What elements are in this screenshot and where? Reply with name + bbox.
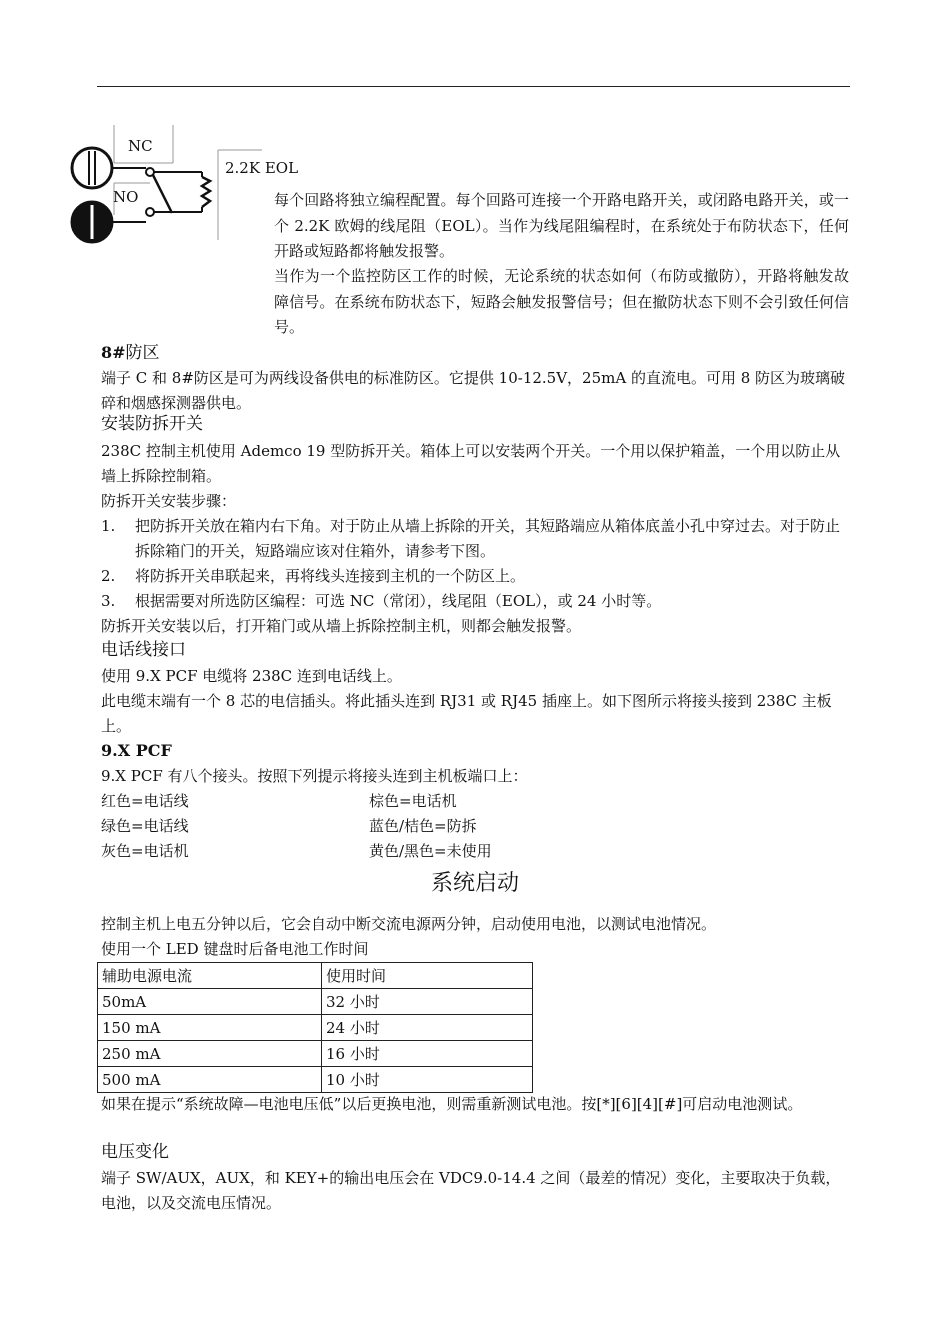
pcf-row [101,814,849,839]
loop-paragraph-2: 当作为一个监控防区工作的时候，无论系统的状态如何（布防或撤防），开路将触发故障信号。在系统布防状态下，短路会触发报警信号；但在撤防状态下则不会引致任何信号。 [274,267,849,336]
list-item [101,589,849,614]
pcf-left: 灰色=电话机 [101,842,189,860]
list-item [101,564,849,589]
list-item-text: 根据需要对所选防区编程：可选 NC（常闭），线尾阻（EOL），或 24 小时等。 [135,592,662,610]
table-cell: 250 mA [98,1041,322,1067]
phone-heading: 电话线接口 [101,640,186,660]
table-row [98,1041,533,1067]
table-cell: 10 小时 [322,1067,533,1093]
table-caption: 使用一个 LED 键盘时后备电池工作时间 [101,940,369,958]
eol-label: 2.2K EOL [225,159,299,177]
zone8-heading-bold: 8# [101,343,126,362]
pcf-row [101,789,849,814]
battery-note: 如果在提示“系统故障—电池电压低”以后更换电池，则需重新测试电池。按[*][6][4][#]可启动电池测试。 [101,1095,803,1113]
phone-text-2: 此电缆末端有一个 8 芯的电信插头。将此插头连到 RJ31 或 RJ45 插座上。如下图所示将接头接到 238C 主板上。 [101,692,832,735]
list-item-number: 3. [101,592,116,610]
pcf-row [101,839,849,864]
list-item-number: 1. [101,517,116,535]
zone8-heading [101,340,849,366]
table-header-row [98,963,533,989]
table-cell: 24 小时 [322,1015,533,1041]
voltage-heading: 电压变化 [101,1142,169,1162]
voltage-text: 端子 SW/AUX，AUX，和 KEY+的输出电压会在 VDC9.0-14.4 之间（最差的情况）变化，主要取决于负载，电池，以及交流电压情况。 [101,1169,841,1212]
header-rule [97,86,850,87]
pcf-intro: 9.X PCF 有八个接头。按照下列提示将接头连到主机板端口上： [101,767,528,785]
table-row [98,1015,533,1041]
pcf-left: 绿色=电话线 [101,817,189,835]
pcf-right: 棕色=电话机 [369,792,457,810]
table-header-cell: 使用时间 [322,963,533,989]
list-item-text: 将防拆开关串联起来，再将线头连接到主机的一个防区上。 [135,567,526,585]
table-cell: 500 mA [98,1067,322,1093]
table-cell: 50mA [98,989,322,1015]
startup-text: 控制主机上电五分钟以后，它会自动中断交流电源两分钟，启动使用电池，以测试电池情况。 [101,915,717,933]
list-item-text: 把防拆开关放在箱内右下角。对于防止从墙上拆除的开关，其短路端应从箱体底盖小孔中穿过去。对于防止拆除箱门的开关，短路端应该对住箱外，请参考下图。 [135,517,841,560]
loop-paragraph-1: 每个回路将独立编程配置。每个回路可连接一个开路电路开关，或闭路电路开关，或一个 2.2K 欧姆的线尾阻（EOL）。当作为线尾阻编程时，在系统处于布防状态下，任何开路或短路都将触发报警。 [274,191,849,260]
list-item [101,514,849,564]
tamper-after: 防拆开关安装以后，打开箱门或从墙上拆除控制主机，则都会触发报警。 [101,617,582,635]
list-item-number: 2. [101,567,116,585]
table-row [98,989,533,1015]
pcf-heading: 9.X PCF [101,741,172,760]
tamper-steps-title: 防拆开关安装步骤： [101,492,237,510]
nc-label: NC [128,137,153,155]
no-label: NO [113,188,139,206]
tamper-text: 238C 控制主机使用 Ademco 19 型防拆开关。箱体上可以安装两个开关。一个用以保护箱盖，一个用以防止从墙上拆除控制箱。 [101,442,841,485]
table-cell: 32 小时 [322,989,533,1015]
table-row [98,1067,533,1093]
pcf-left: 红色=电话线 [101,792,189,810]
table-header-cell: 辅助电源电流 [98,963,322,989]
pcf-right: 黄色/黑色=未使用 [369,842,492,860]
table-cell: 150 mA [98,1015,322,1041]
pcf-right: 蓝色/桔色=防拆 [369,817,477,835]
battery-table [97,962,533,1093]
tamper-heading: 安装防拆开关 [101,414,203,434]
zone8-text: 端子 C 和 8#防区是可为两线设备供电的标准防区。它提供 10-12.5V，25mA 的直流电。可用 8 防区为玻璃破碎和烟感探测器供电。 [101,369,846,412]
startup-title: 系统启动 [430,871,519,896]
table-cell: 16 小时 [322,1041,533,1067]
zone8-heading-rest: 防区 [125,343,160,363]
phone-text-1: 使用 9.X PCF 电缆将 238C 连到电话线上。 [101,667,402,685]
